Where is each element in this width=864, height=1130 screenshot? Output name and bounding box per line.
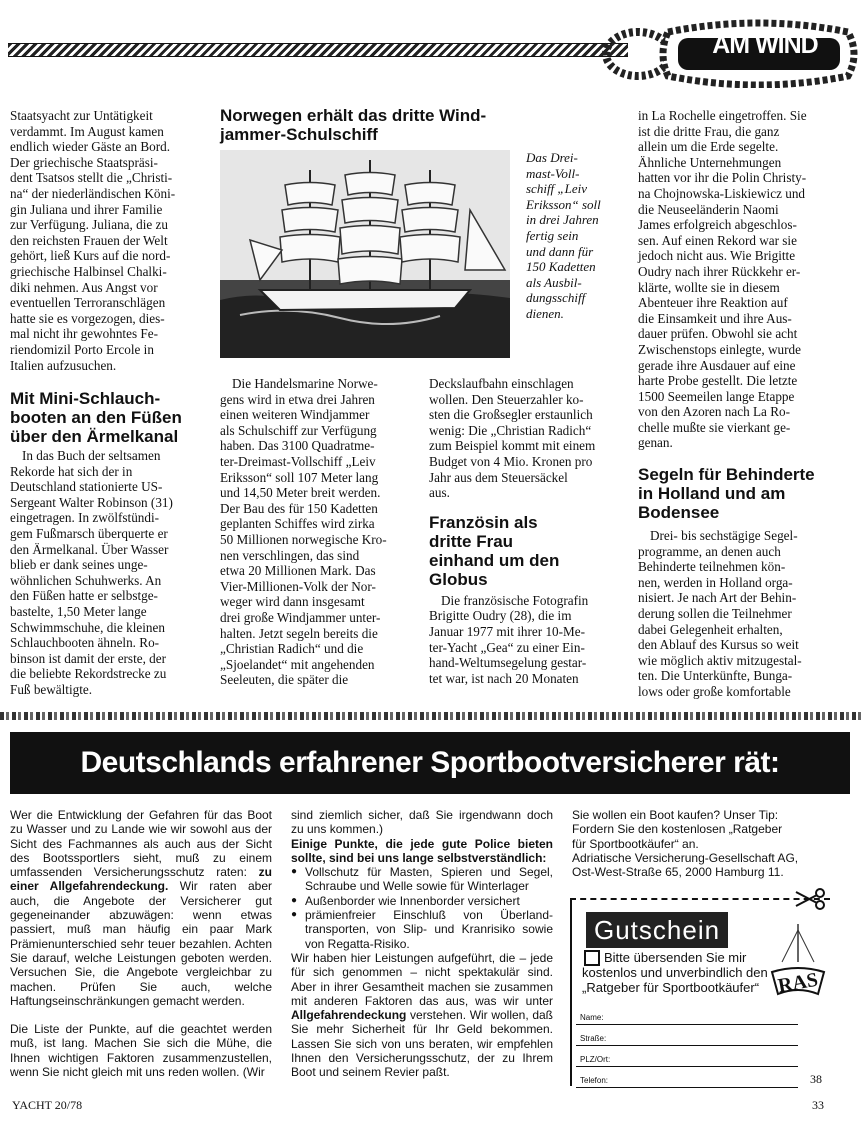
article-christina-text: Staatsyacht zur Untätigkeit verdammt. Im August kamen endlich wieder Gäste an Bord. Der griechische Staatspräsi- dent Tsatsos stellt die „Christi- na“ der niederländischen Köni- gin Juliana und ihrer Familie zur Verfügung. Juliana, die zu den reichsten Frauen der Welt gehört, ließ Kurs auf die nord- griechische Halbinsel Chalki- diki nehmen. Aus Angst vor eventuellen Terroranschlägen hatte sie es vorgezogen, dies- mal nicht ihr gewohntes Fe- riendomizil Porto Ercole in Italien aufzusuchen. bbox=[10, 108, 176, 373]
footer-issue: YACHT 20/78 bbox=[12, 1098, 83, 1112]
headline-behinderte: Segeln für Behinderte in Holland und am Bodensee bbox=[638, 465, 815, 523]
article-franzoesin-continued: in La Rochelle eingetroffen. Sie ist die dritte Frau, die ganz allein um die Erde segelte. Ähnliche Unternehmungen hatten vor ihr die Polin Christy- na Chojnowska-Liskiewicz und die Neuseeländerin Naomi James erfolgreich abgeschlos- sen. Auf einen Rekord war sie jedoch nicht aus. Wie Brigitte Oudry nach ihrer Rückkehr er- klärte, wollte sie in diesem Abenteuer ihre Reaktion auf die Einsamkeit und ihre Aus- dauer prüfen. Obwohl sie acht Zwischenstops einlegte, wurde gerade ihre Ausdauer auf eine harte Probe gestellt. Die letzte 1500 Seemeilen lange Etappe von den Azoren nach La Ro- chelle mußte sie vierkant ge- genan. bbox=[638, 108, 807, 451]
headline-schlauchboote: Mit Mini-Schlauch- booten an den Füßen über den Ärmelkanal bbox=[10, 389, 182, 447]
ship-caption: Das Drei- mast-Voll- schiff „Leiv Eriksson“ soll in drei Jahren fertig sein und dann für 150 Kadetten als Ausbil- dungsschiff dienen. bbox=[526, 150, 601, 321]
phone-field[interactable]: Telefon: bbox=[576, 1067, 798, 1088]
coupon[interactable] bbox=[570, 898, 830, 1086]
ad-separator bbox=[0, 712, 864, 720]
ad-column-2: sind ziemlich sicher, daß Sie irgendwann doch zu uns kommen.) Einige Punkte, die jede gute Police bieten sollte, sind bei uns lange selbstverständlich: ● Vollschutz für Masten, Spieren und Segel, Schraube und Welle sowie für Winterlager ● Außenborder wie Innenborder versichert ● prämienfreier Einschluß von Überland-transporten, von Slip- und Kranrisiko sowie von Regatta-Risiko. Wir haben hier Leistungen aufgeführt, die – jede für sich genommen – nicht spektakulär sind. Aber in ihrer Gesamtheit machen sie zusammen mit anderen Faktoren das aus, was wir unter Allgefahrendeckung verstehen. Wir wollen, daß Sie mehr Sicherheit für Ihr Geld bekommen. Lassen Sie sich von uns beraten, wir empfehlen Ihnen den Versicherungsschutz, der zu Ihrem Boot und seinem Revier paßt. bbox=[291, 808, 553, 1080]
street-field[interactable]: Straße: bbox=[576, 1025, 798, 1046]
ad-column-1: Wer die Entwicklung der Gefahren für das Boot zu Wasser und zu Lande wie wir sowohl aus der Sicht des Fachmannes als auch aus der Sicht des Bootssportlers sieht, muß zu einem umfassenden Versicherungsschutz raten: zu einer Allgefahrendeckung. Wir raten aber auch, die Angebote der Versicherer gut gegeneinander abzuwägen: wenn etwas passiert, muß man häufig ein paar Mark Prämienunterschied sehr teuer bezahlen. Achten Sie darauf, welche Leistungen geboten werden. Versuchen Sie, die Angebote vergleichbar zu machen. Prüfen Sie auch, welche Haftungseinschränkungen gemacht werden. Die Liste der Punkte, auf die geachtet werden muß, ist lang. Machen Sie sich die Mühe, die Ihnen wichtigen Faktoren zusammenzustellen, wenn Sie nicht gleich mit uns reden wollen. (Wir bbox=[10, 808, 273, 1080]
article-windjammer-text: Die Handelsmarine Norwe- gens wird in etwa drei Jahren einen weiteren Windjammer als Schulschiff zur Verfügung haben. Das 3100 Quadratme- ter-Dreimast-Vollschiff „Leiv Eriksson“ soll 107 Meter lang und 14,50 Meter breit werden. Der Bau des für 150 Kadetten geplanten Schiffes wird zirka 50 Millionen norwegische Kro- nen verschlingen, das sind etwa 20 Millionen Mark. Das Vier-Millionen-Volk der Nor- weger wird dann insgesamt drei große Windjammer unter- halten. Jetzt segeln bereits die „Christian Radich“ und die „Sjoelandet“ mit angehenden Seeleuten, die später die bbox=[220, 376, 387, 688]
sailing-ship-illustration bbox=[220, 150, 510, 358]
coupon-text: Bitte übersenden Sie mir kostenlos und unverbindlich den „Ratgeber für Sportbootkäufer“ bbox=[582, 950, 768, 995]
article-schlauchboote-text: In das Buch der seltsamen Rekorde hat sich der in Deutschland stationierte US- Sergeant Walter Robinson (31) eingetragen. In zwölfstündi- gem Fußmarsch überquerte er den Ärmelkanal. Über Wasser blieb er dank seines unge- wöhnlichen Schuhwerks. An den Füßen hatte er selbstge- bastelte, 1,50 Meter lange Schwimmschuhe, die kleinen Schlauchbooten ähneln. Ro- binson ist damit der erste, der die beliebte Rekordstrecke zu Fuß bewältigte. bbox=[10, 448, 173, 697]
coupon-code: 38 bbox=[810, 1072, 822, 1086]
list-item: ● Außenborder wie Innenborder versichert bbox=[291, 894, 553, 908]
article-behinderte-text: Drei- bis sechstägige Segel- programme, an denen auch Behinderte teilnehmen kön- nen, werden in Holland orga- nisiert. Je nach Art der Behin- derung sollen die Teilnehmer dabei Gelegenheit erhalten, den Ablauf des Kursus so weit wie möglich aktiv mitzugestal- ten. Die Unterkünfte, Bunga- lows oder große komfortable bbox=[638, 528, 802, 699]
page-number: 33 bbox=[812, 1098, 824, 1112]
header-rope-border bbox=[8, 43, 628, 57]
article-column-3 bbox=[429, 376, 622, 686]
coupon-title: Gutschein bbox=[586, 912, 728, 948]
ad-feature-list bbox=[291, 865, 553, 951]
ras-logo-text: RAS bbox=[776, 968, 820, 998]
scissors-icon bbox=[794, 888, 828, 910]
article-windjammer-continued: Deckslaufbahn einschlagen wollen. Den Steuerzahler ko- sten die Großsegler erstaunlich wenig: Die „Christian Radich“ zum Beispiel kommt mit einem Budget von 4 Mio. Kronen pro Jahr aus dem Steuersäckel aus. bbox=[429, 376, 596, 501]
article-franzoesin-text: Die französische Fotografin Brigitte Oudry (28), die im Januar 1977 mit ihrer 10-Me- ter-Yacht „Gea“ zu einer Ein- hand-Weltumsegelung gestar- tet war, ist nach 20 Monaten bbox=[429, 592, 589, 686]
ad-column-3: Sie wollen ein Boot kaufen? Unser Tip: Fordern Sie den kostenlosen „Ratgeber für Sportbootkäufer“ an. Adriatische Versicherung-Gesellschaft AG, Ost-West-Straße 65, 2000 Hamburg 11. bbox=[572, 808, 799, 880]
ad-banner-title: Deutschlands erfahrener Sportbootversicherer rät: bbox=[80, 746, 780, 779]
section-badge: AM WIND bbox=[712, 31, 818, 59]
address-form[interactable] bbox=[576, 1004, 798, 1088]
article-column-1 bbox=[10, 108, 203, 698]
name-field[interactable]: Name: bbox=[576, 1004, 798, 1025]
ad-banner bbox=[10, 732, 850, 794]
headline-franzoesin: Französin als dritte Frau einhand um den Globus bbox=[429, 512, 560, 589]
list-item: ● Vollschutz für Masten, Spieren und Segel, Schraube und Welle sowie für Winterlager bbox=[291, 865, 553, 894]
zip-city-field[interactable]: PLZ/Ort: bbox=[576, 1046, 798, 1067]
headline-windjammer: Norwegen erhält das dritte Wind- jammer-Schulschiff bbox=[220, 106, 487, 144]
list-item: ● prämienfreier Einschluß von Überland-transporten, von Slip- und Kranrisiko sowie von Regatta-Risiko. bbox=[291, 908, 553, 951]
article-column-4 bbox=[638, 108, 828, 700]
